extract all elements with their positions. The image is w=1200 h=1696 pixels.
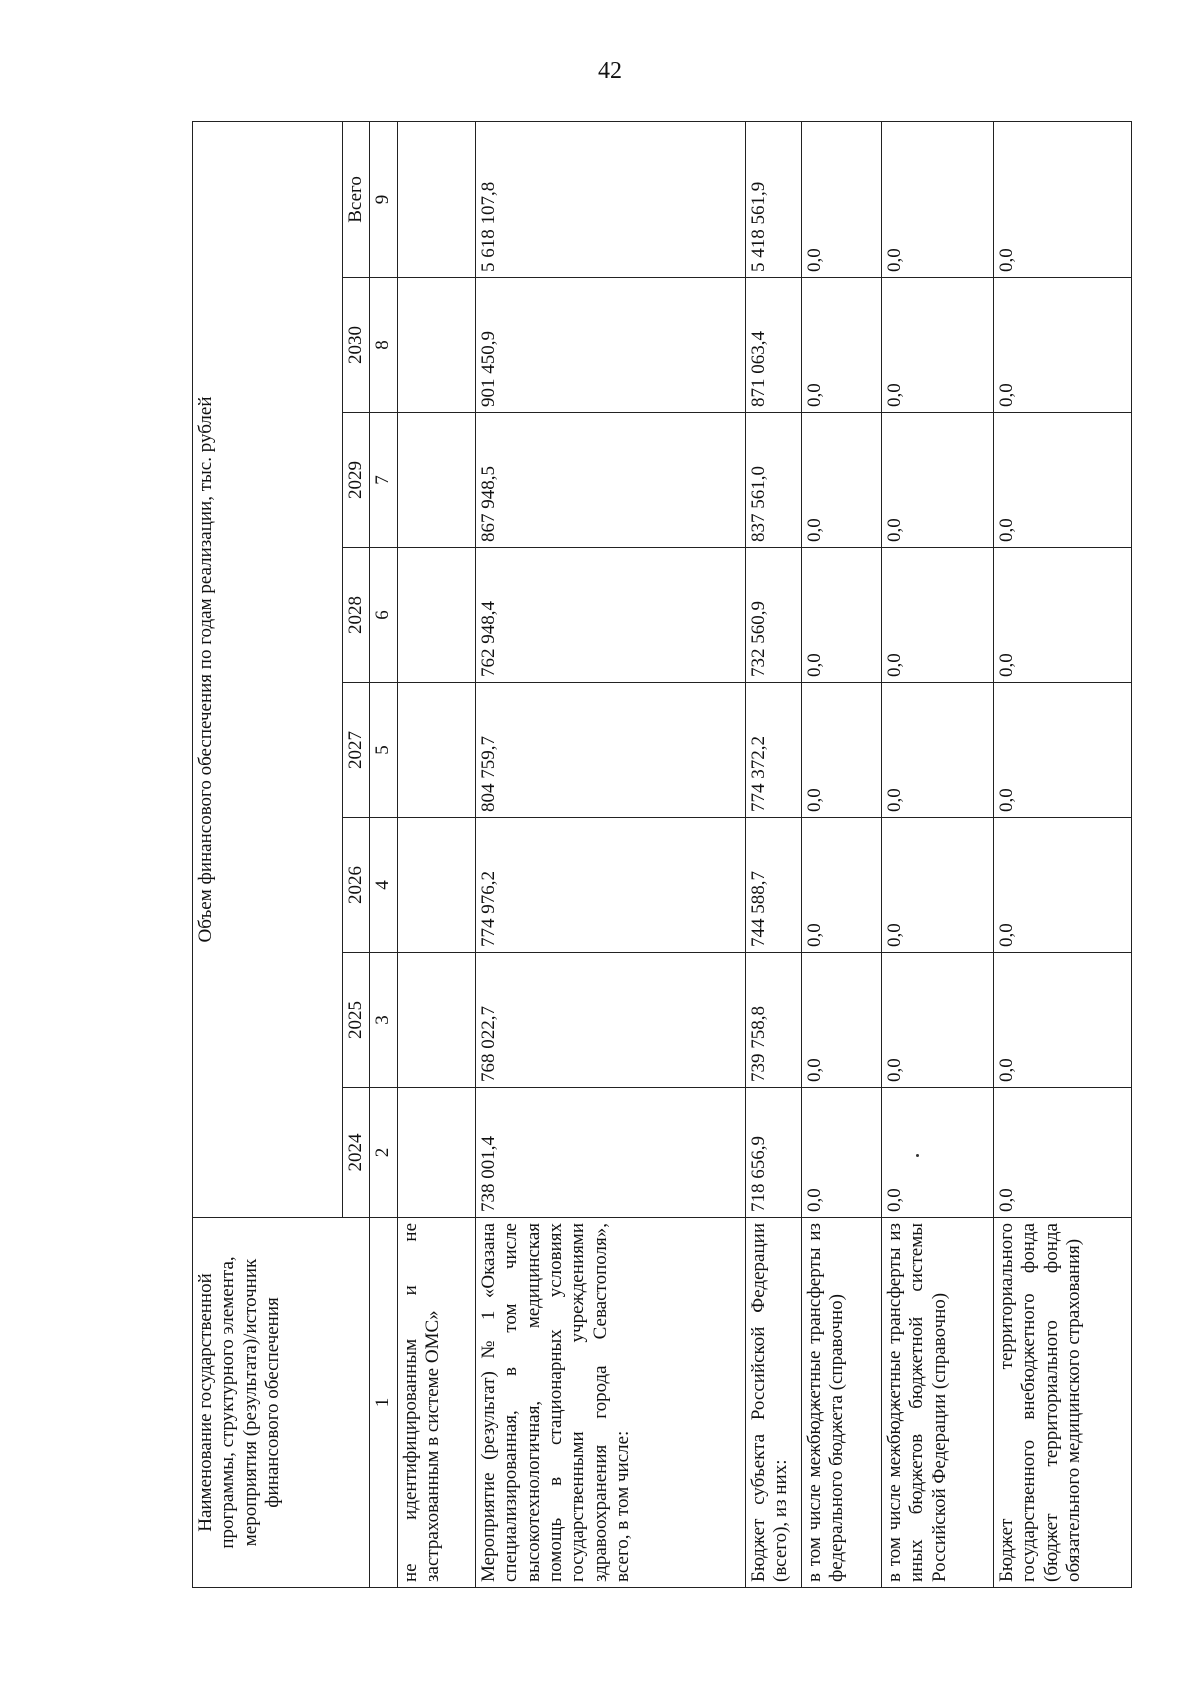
row-name: не идентифицированным и не застрахованным в системе ОМС» bbox=[397, 1218, 475, 1588]
table-row bbox=[397, 121, 475, 1587]
row-value: 0,0 bbox=[801, 1088, 881, 1218]
header-year: 2028 bbox=[343, 548, 370, 683]
row-total: 5 418 561,9 bbox=[745, 121, 801, 277]
row-value: 0,0 bbox=[993, 548, 1131, 683]
row-total: 0,0 bbox=[993, 121, 1131, 277]
header-year: 2027 bbox=[343, 683, 370, 818]
row-value: 762 948,4 bbox=[475, 548, 745, 683]
scan-speck bbox=[916, 1154, 919, 1157]
table-row bbox=[801, 121, 881, 1587]
header-year: 2029 bbox=[343, 413, 370, 548]
row-value: 0,0 bbox=[993, 818, 1131, 953]
row-value: 0,0 bbox=[881, 413, 993, 548]
row-value: 0,0 bbox=[993, 278, 1131, 413]
column-number: 5 bbox=[370, 683, 397, 818]
row-value: 774 372,2 bbox=[745, 683, 801, 818]
row-value: 768 022,7 bbox=[475, 953, 745, 1088]
row-value: 0,0 bbox=[801, 818, 881, 953]
header-year: 2026 bbox=[343, 818, 370, 953]
row-value: 774 976,2 bbox=[475, 818, 745, 953]
header-total: Всего bbox=[343, 121, 370, 277]
row-value: 0,0 bbox=[881, 1088, 993, 1218]
column-number: 4 bbox=[370, 818, 397, 953]
row-total: 0,0 bbox=[881, 121, 993, 277]
row-value: 0,0 bbox=[801, 953, 881, 1088]
row-value: 718 656,9 bbox=[745, 1088, 801, 1218]
row-value: 837 561,0 bbox=[745, 413, 801, 548]
rotated-table-canvas bbox=[192, 122, 1124, 1588]
column-number: 2 bbox=[370, 1088, 397, 1218]
row-value: 0,0 bbox=[993, 1088, 1131, 1218]
row-value bbox=[397, 548, 475, 683]
row-value: 738 001,4 bbox=[475, 1088, 745, 1218]
row-value: 0,0 bbox=[881, 548, 993, 683]
column-number: 1 bbox=[370, 1218, 397, 1588]
row-value bbox=[397, 683, 475, 818]
row-name: в том числе межбюджетные трансферты из федерального бюджета (справочно) bbox=[801, 1218, 881, 1588]
row-name: Бюджет территориального государственного внебюджетного фонда (бюджет территориального фонда обязательного медицинского страхования) bbox=[993, 1218, 1131, 1588]
row-value: 0,0 bbox=[801, 413, 881, 548]
row-value: 0,0 bbox=[881, 818, 993, 953]
row-value bbox=[397, 818, 475, 953]
table-row bbox=[745, 121, 801, 1587]
row-value: 804 759,7 bbox=[475, 683, 745, 818]
row-value: 0,0 bbox=[881, 953, 993, 1088]
row-value: 0,0 bbox=[801, 548, 881, 683]
header-year: 2030 bbox=[343, 278, 370, 413]
rotated-table-wrapper bbox=[192, 122, 1124, 1588]
row-total bbox=[397, 121, 475, 277]
table-row bbox=[475, 121, 745, 1587]
row-value: 0,0 bbox=[993, 953, 1131, 1088]
row-value: 0,0 bbox=[881, 278, 993, 413]
row-name: Бюджет субъекта Российской Федерации (всего), из них: bbox=[745, 1218, 801, 1588]
row-total: 5 618 107,8 bbox=[475, 121, 745, 277]
row-value: 901 450,9 bbox=[475, 278, 745, 413]
column-number: 6 bbox=[370, 548, 397, 683]
column-number: 8 bbox=[370, 278, 397, 413]
header-name: Наименование государственной программы, структурного элемента, мероприятия (результата)/источник финансового обеспечения bbox=[193, 1218, 370, 1588]
row-value bbox=[397, 1088, 475, 1218]
row-value: 0,0 bbox=[801, 278, 881, 413]
row-value: 0,0 bbox=[881, 683, 993, 818]
row-value: 0,0 bbox=[993, 413, 1131, 548]
row-total: 0,0 bbox=[801, 121, 881, 277]
row-value: 871 063,4 bbox=[745, 278, 801, 413]
row-value: 744 588,7 bbox=[745, 818, 801, 953]
header-year: 2025 bbox=[343, 953, 370, 1088]
row-value: 739 758,8 bbox=[745, 953, 801, 1088]
financing-table bbox=[192, 121, 1132, 1588]
row-name: Мероприятие (результат) № 1 «Оказана специализированная, в том числе высокотехнологичная, медицинская помощь в стационарных условиях государственными учреждениями здравоохранения города Севастополя», всего, в том числе: bbox=[475, 1218, 745, 1588]
column-number: 3 bbox=[370, 953, 397, 1088]
row-value: 0,0 bbox=[993, 683, 1131, 818]
header-financing-group: Объем финансового обеспечения по годам реализации, тыс. рублей bbox=[193, 121, 343, 1217]
table-row bbox=[993, 121, 1131, 1587]
column-number: 7 bbox=[370, 413, 397, 548]
row-value: 732 560,9 bbox=[745, 548, 801, 683]
page-number: 42 bbox=[598, 58, 622, 84]
row-value bbox=[397, 278, 475, 413]
row-value bbox=[397, 413, 475, 548]
row-value: 0,0 bbox=[801, 683, 881, 818]
header-year: 2024 bbox=[343, 1088, 370, 1218]
column-number: 9 bbox=[370, 121, 397, 277]
row-value: 867 948,5 bbox=[475, 413, 745, 548]
table-row bbox=[881, 121, 993, 1587]
row-value bbox=[397, 953, 475, 1088]
row-name: в том числе межбюджетные трансферты из иных бюджетов бюджетной системы Российской Федерации (справочно) bbox=[881, 1218, 993, 1588]
